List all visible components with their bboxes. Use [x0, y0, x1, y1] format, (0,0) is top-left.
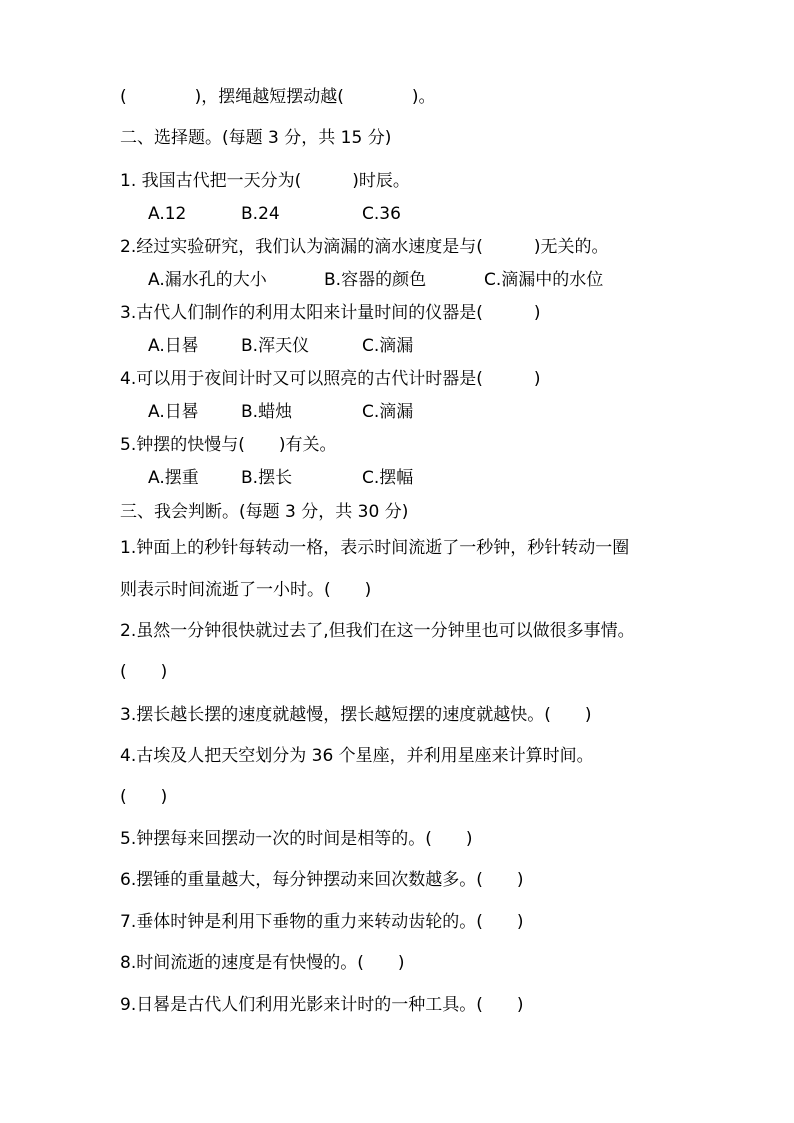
option-b: B.浑天仪 [241, 336, 310, 356]
option-b: B.24 [241, 204, 280, 224]
option-b: B.摆长 [241, 468, 293, 488]
option-b: B.容器的颜色 [324, 270, 427, 290]
judgment-line-5: 5.钟摆每来回摆动一次的时间是相等的。( ) [120, 829, 473, 849]
option-a: A.日晷 [148, 402, 199, 422]
option-a: A.日晷 [148, 336, 199, 356]
option-c: C.滴漏 [362, 336, 414, 356]
option-a: A.12 [148, 204, 187, 224]
option-a: A.摆重 [148, 468, 199, 488]
option-c: C.滴漏 [362, 402, 414, 422]
question-2-2: 2.经过实验研究，我们认为滴漏的滴水速度是与( )无关的。 [120, 237, 609, 257]
judgment-line-6: 6.摆锤的重量越大，每分钟摆动来回次数越多。( ) [120, 870, 524, 890]
section-3-heading: 三、我会判断。(每题 3 分，共 30 分) [120, 502, 409, 522]
judgment-line-4: 4.古埃及人把天空划分为 36 个星座，并利用星座来计算时间。 [120, 746, 594, 766]
option-b: B.蜡烛 [241, 402, 293, 422]
judgment-line-7: 7.垂体时钟是利用下垂物的重力来转动齿轮的。( ) [120, 912, 524, 932]
judgment-line-2: 2.虽然一分钟很快就过去了,但我们在这一分钟里也可以做很多事情。 [120, 621, 635, 641]
judgment-line-2-cont: ( ) [120, 662, 168, 682]
question-2-3: 3.古代人们制作的利用太阳来计量时间的仪器是( ) [120, 303, 541, 323]
judgment-line-3: 3.摆长越长摆的速度就越慢，摆长越短摆的速度就越快。( ) [120, 705, 592, 725]
fill-blank-continuation: ( )，摆绳越短摆动越( )。 [120, 87, 436, 107]
question-2-1: 1. 我国古代把一天分为( )时辰。 [120, 171, 410, 191]
judgment-line-1-cont: 则表示时间流逝了一小时。( ) [120, 580, 372, 600]
judgment-line-1: 1.钟面上的秒针每转动一格，表示时间流逝了一秒钟，秒针转动一圈 [120, 538, 630, 558]
judgment-line-9: 9.日晷是古代人们利用光影来计时的一种工具。( ) [120, 995, 524, 1015]
option-a: A.漏水孔的大小 [148, 270, 267, 290]
section-2-heading: 二、选择题。(每题 3 分，共 15 分) [120, 128, 392, 148]
judgment-line-8: 8.时间流逝的速度是有快慢的。( ) [120, 953, 405, 973]
option-c: C.滴漏中的水位 [484, 270, 604, 290]
option-c: C.摆幅 [362, 468, 414, 488]
question-2-4: 4.可以用于夜间计时又可以照亮的古代计时器是( ) [120, 369, 541, 389]
judgment-line-4-cont: ( ) [120, 787, 168, 807]
question-2-5: 5.钟摆的快慢与( )有关。 [120, 435, 337, 455]
option-c: C.36 [362, 204, 401, 224]
